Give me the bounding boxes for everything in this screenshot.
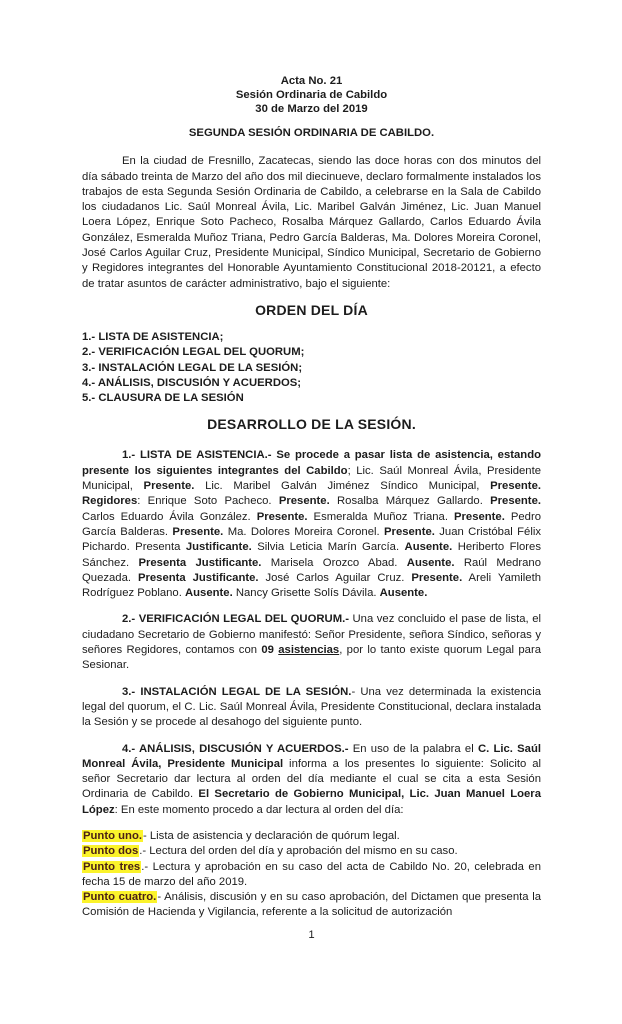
text-run: Ma. Dolores Moreira Coronel. — [223, 525, 385, 538]
text-run: Presente. — [453, 510, 505, 523]
punto-tres — [82, 860, 541, 891]
text-run: Silvia Leticia Marín García. — [251, 541, 405, 554]
text-run: 09 — [261, 644, 279, 657]
text-run: Areli Yamileth Rodríguez Poblano. — [82, 571, 542, 600]
text-run: 2.- VERIFICACIÓN LEGAL DEL QUORUM.- — [122, 613, 350, 626]
text-run: Presente. — [172, 525, 224, 538]
text-run: ; Lic. Saúl Monreal Ávila, Presidente Municipal, — [82, 464, 541, 493]
page-number: 1 — [308, 928, 315, 941]
text-run: Rosalba Márquez Gallardo. — [329, 495, 491, 508]
text-run: Ausente. — [406, 556, 455, 569]
text-run: Presente. Regidores — [82, 480, 541, 508]
text-run: Presente. — [278, 495, 330, 508]
highlighted-text: Punto uno. — [83, 829, 142, 842]
text-run: 4.- ANÁLISIS, DISCUSIÓN Y ACUERDOS.- — [122, 742, 349, 755]
text-run: - Análisis, discusión y en su caso aprobación, del Dictamen que presenta la Comisión de Hacienda y Vigilancia, referente a la solicitud de autorización — [82, 891, 541, 919]
text-run: - Lista de asistencia y declaración de quórum legal. — [142, 829, 400, 842]
orden-item-5: 5.- CLAUSURA DE LA SESIÓN — [82, 392, 244, 405]
highlighted-text: Punto dos — [83, 845, 139, 858]
text-run: José Carlos Aguilar Cruz. — [258, 571, 412, 584]
highlighted-text: Punto cuatro. — [83, 891, 157, 904]
orden-item-4: 4.- ANÁLISIS, DISCUSIÓN Y ACUERDOS; — [82, 376, 302, 389]
section-analisis-acuerdos — [82, 742, 541, 818]
text-run: Esmeralda Muñoz Triana. — [307, 510, 454, 523]
text-run: Nancy Grisette Solís Dávila. — [232, 587, 380, 600]
text-run: Presenta Justificante. — [138, 556, 262, 569]
text-run: Heriberto Flores Sánchez. — [82, 541, 541, 569]
text-run: En la ciudad de Fresnillo, Zacatecas, siendo las doce horas con dos minutos del día sábado treinta de Marzo del año dos mil diecinueve, declaro formalmente instalados los trabajos de esta Segunda Sesión Ordinaria de Cabildo, a celebrarse en la Sala de Cabildo los ciudadanos Lic. Saúl Monreal Ávila, Lic. Maribel Galván Jiménez, Lic. Juan Manuel Loera López, Enrique Soto Pacheco, Rosalba Márquez Gallardo, Carlos Eduardo Ávila González, Esmeralda Muñoz Triana, Pedro García Balderas, Ma. Dolores Moreira Coronel, José Carlos Aguilar Cruz, Presidente Municipal, Síndico Municipal, Secretario de Gobierno y Regidores integrantes del Honorable Ayuntamiento Constitucional 2018-20121, a efecto de tratar asuntos de carácter administrativo, bajo el siguiente: — [82, 155, 541, 290]
puntos-list — [82, 829, 541, 921]
text-run: : En este momento procedo a dar lectura al orden del día: — [114, 803, 404, 816]
text-run: informa a los presentes lo siguiente: Solicito al señor Secretario dar lectura al orden del día mediante el cual se cita a esta Sesión Ordinaria de Cabildo. — [82, 757, 541, 801]
text-run: Carlos Eduardo Ávila González. — [82, 510, 257, 523]
text-run: .- Lectura y aprobación en su caso del acta de Cabildo No. 20, celebrada en fecha 15 de marzo del año 2019. — [82, 860, 541, 888]
text-run: Justificante. — [185, 541, 252, 554]
highlighted-text: Punto tres — [83, 860, 141, 873]
text-run: Una vez concluido el pase de lista, el ciudadano Secretario de Gobierno manifestó: Señor Presidente, señora Síndico, señoras y señores Regidores, contamos con — [82, 613, 541, 657]
text-run: Ausente. — [379, 587, 428, 600]
text-run: Pedro García Balderas. — [82, 510, 541, 538]
text-run: .- Lectura del orden del día y aprobación del mismo en su caso. — [139, 845, 458, 858]
text-run: Presente. — [256, 510, 308, 523]
text-run: : Enrique Soto Pacheco. — [137, 495, 279, 508]
orden-del-dia-list — [82, 330, 541, 406]
intro-paragraph — [82, 154, 541, 292]
doc-title-session: Sesión Ordinaria de Cabildo — [235, 89, 388, 101]
text-run: C. Lic. Saúl Monreal Ávila, Presidente Municipal — [82, 742, 541, 770]
section-verificacion-quorum — [82, 612, 541, 673]
text-run: 3.- INSTALACIÓN LEGAL DE LA SESIÓN. — [122, 685, 352, 698]
text-run: Ausente. — [185, 587, 233, 600]
punto-cuatro — [82, 890, 541, 921]
orden-item-3: 3.- INSTALACIÓN LEGAL DE LA SESIÓN; — [82, 361, 303, 374]
text-run: 1.- LISTA DE ASISTENCIA.- Se procede a pasar lista de asistencia, estando presente los siguientes integrantes del Cabildo — [82, 449, 541, 477]
text-run: En uso de la palabra el — [348, 742, 478, 755]
section-lista-asistencia — [82, 448, 541, 601]
text-run: asistencias — [278, 644, 340, 657]
doc-title-date: 30 de Marzo del 2019 — [255, 103, 368, 115]
doc-title-acta: Acta No. 21 — [280, 75, 343, 87]
text-run: El Secretario de Gobierno Municipal, Lic. Juan Manuel Loera López — [82, 788, 541, 816]
orden-del-dia-heading: ORDEN DEL DÍA — [255, 301, 368, 318]
text-run: Marisela Orozco Abad. — [261, 556, 407, 569]
text-run: , por lo tanto existe quorum Legal para Sesionar. — [82, 644, 541, 672]
text-run: Ausente. — [404, 541, 453, 554]
text-run: Presente. — [384, 525, 435, 538]
text-run: Presente. — [143, 480, 195, 493]
text-run: Presente. — [411, 571, 463, 584]
punto-uno — [82, 829, 541, 844]
orden-item-1: 1.- LISTA DE ASISTENCIA; — [82, 330, 224, 343]
text-run: Raúl Medrano Quezada. — [82, 556, 541, 584]
punto-dos — [82, 844, 541, 859]
section-instalacion-legal — [82, 685, 541, 731]
desarrollo-heading: DESARROLLO DE LA SESIÓN. — [207, 416, 416, 433]
text-run: - Una vez determinada la existencia legal del quorum, el C. Lic. Saúl Monreal Ávila, Presidente Constitucional, declara instalada la Sesión y se procede al desahogo del siguiente punto. — [82, 685, 541, 729]
doc-subtitle: SEGUNDA SESIÓN ORDINARIA DE CABILDO. — [188, 127, 435, 139]
orden-item-2: 2.- VERIFICACIÓN LEGAL DEL QUORUM; — [82, 346, 305, 359]
text-run: Presenta Justificante. — [137, 571, 259, 584]
text-run: Juan Cristóbal Félix Pichardo. Presenta — [82, 525, 541, 554]
text-run: Lic. Maribel Galván Jiménez Síndico Municipal, — [194, 480, 491, 493]
text-run: Presente. — [490, 495, 541, 508]
